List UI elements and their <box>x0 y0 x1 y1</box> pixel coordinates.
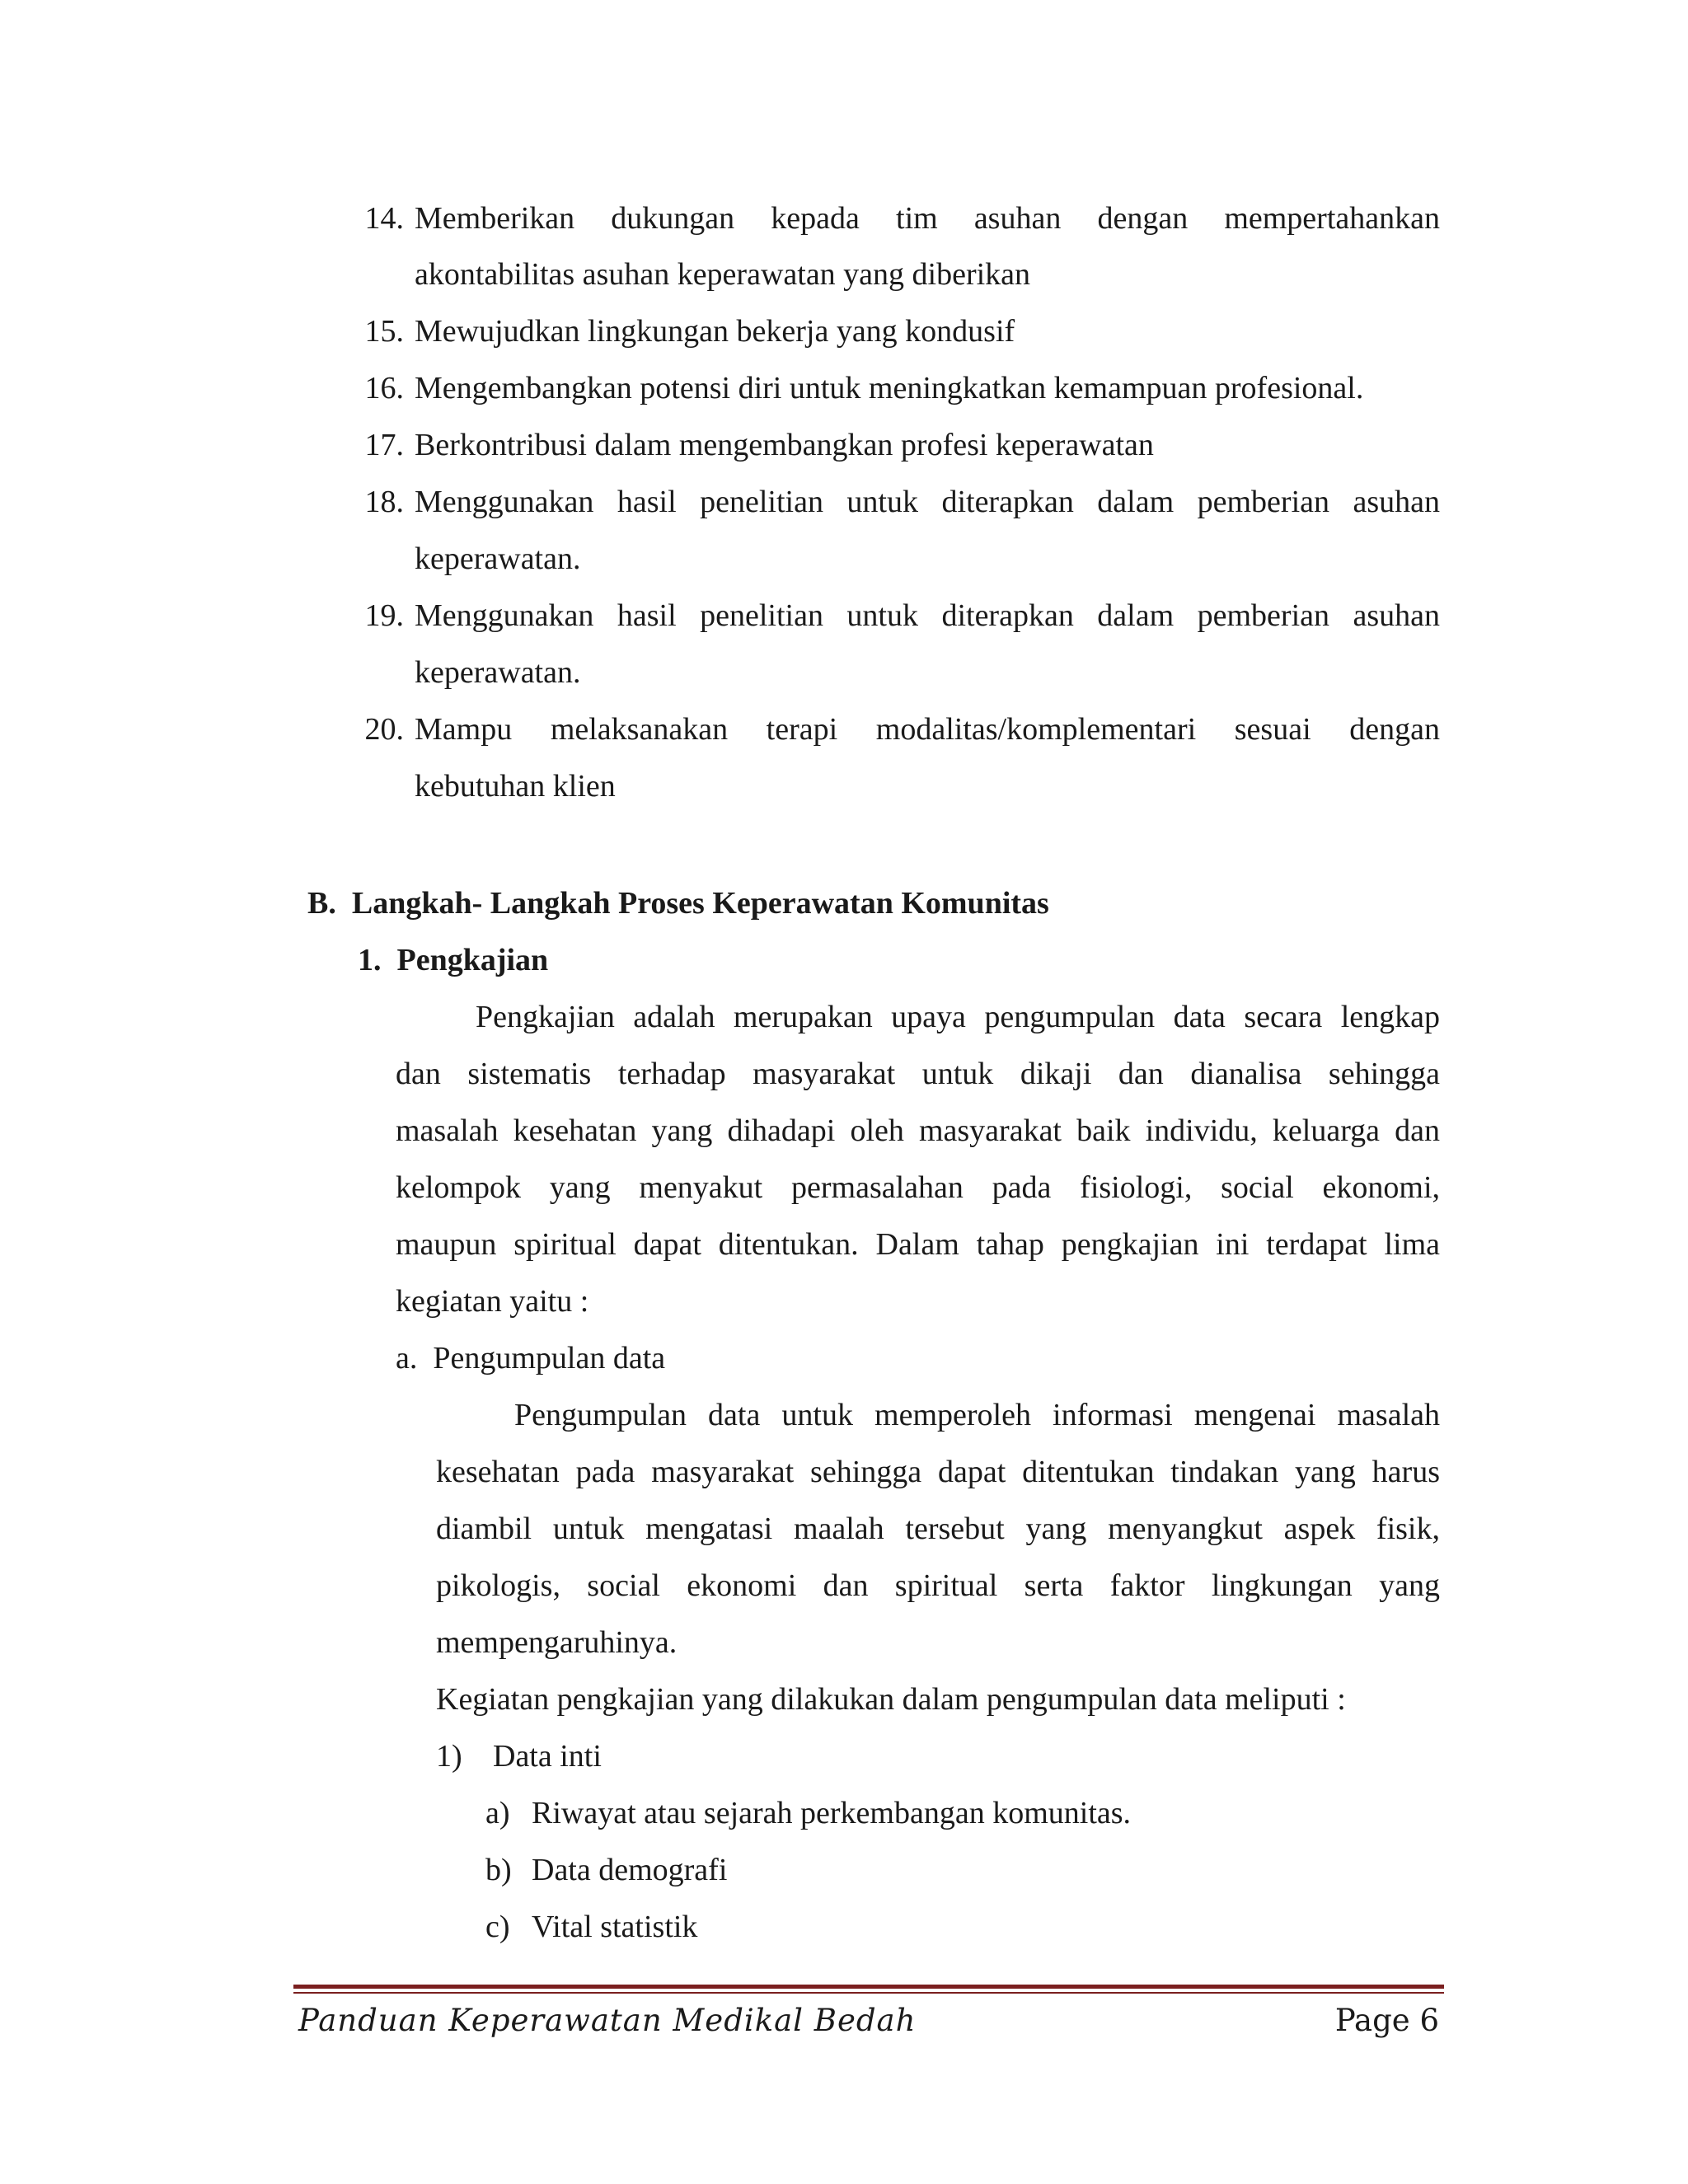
footer-rule-thin <box>293 1992 1444 1994</box>
paragraph-line: kelompok yang menyakut permasalahan pada fisiologi, social ekonomi, <box>396 1170 1440 1205</box>
sublist-letter: b) <box>485 1853 512 1887</box>
paragraph-line: masalah kesehatan yang dihadapi oleh masyarakat baik individu, keluarga dan <box>396 1113 1440 1148</box>
section-heading: B. Langkah- Langkah Proses Keperawatan Komunitas <box>307 886 1049 921</box>
list-number: 19. <box>364 598 404 633</box>
paragraph-line: diambil untuk mengatasi maalah tersebut yang menyangkut aspek fisik, <box>436 1511 1440 1546</box>
list-item-text: Menggunakan hasil penelitian untuk diterapkan dalam pemberian asuhan <box>415 598 1440 633</box>
footer-rule-thick <box>293 1985 1444 1989</box>
subsection-a-heading: a. Pengumpulan data <box>396 1341 666 1376</box>
list-item-text: Memberikan dukungan kepada tim asuhan dengan mempertahankan <box>415 201 1440 236</box>
list-item-text: Mengembangkan potensi diri untuk meningkatkan kemampuan profesional. <box>415 371 1364 405</box>
subsection-heading: 1. Pengkajian <box>358 943 549 977</box>
list-number: 20. <box>364 712 404 747</box>
page-number: Page 6 <box>1334 2003 1439 2038</box>
sublist-letter: a) <box>485 1796 510 1830</box>
footer-title: Panduan Keperawatan Medikal Bedah <box>298 2003 917 2038</box>
sublist-letter: c) <box>485 1910 510 1944</box>
list-item-text: kebutuhan klien <box>415 769 616 804</box>
paragraph-line: mempengaruhinya. <box>436 1625 678 1660</box>
list-item-text: keperawatan. <box>415 541 581 576</box>
list-item-text: Mampu melaksanakan terapi modalitas/komplementari sesuai dengan <box>415 712 1440 747</box>
list-number: 16. <box>364 371 404 405</box>
paragraph-line: pikologis, social ekonomi dan spiritual serta faktor lingkungan yang <box>436 1568 1440 1603</box>
sublist-text: Riwayat atau sejarah perkembangan komunitas. <box>532 1796 1132 1830</box>
paragraph-kegiatan: Kegiatan pengkajian yang dilakukan dalam pengumpulan data meliputi : <box>436 1682 1346 1717</box>
data-inti-label: Data inti <box>493 1739 602 1774</box>
list-item-text: Mewujudkan lingkungan bekerja yang kondusif <box>415 314 1015 349</box>
paragraph-line: kegiatan yaitu : <box>396 1284 589 1319</box>
paragraph-line: kesehatan pada masyarakat sehingga dapat ditentukan tindakan yang harus <box>436 1455 1440 1489</box>
list-number: 18. <box>364 485 404 519</box>
paragraph-line: maupun spiritual dapat ditentukan. Dalam tahap pengkajian ini terdapat lima <box>396 1227 1440 1262</box>
list-item-text: Berkontribusi dalam mengembangkan profesi keperawatan <box>415 428 1154 462</box>
sublist-text: Data demografi <box>532 1853 728 1887</box>
list-item-text: keperawatan. <box>415 655 581 690</box>
list-number: 17. <box>364 428 404 462</box>
list-number: 15. <box>364 314 404 349</box>
data-inti-number: 1) <box>436 1739 462 1774</box>
paragraph-line: Pengkajian adalah merupakan upaya pengumpulan data secara lengkap <box>476 1000 1440 1034</box>
list-item-text: Menggunakan hasil penelitian untuk diterapkan dalam pemberian asuhan <box>415 485 1440 519</box>
paragraph-line: dan sistematis terhadap masyarakat untuk dikaji dan dianalisa sehingga <box>396 1057 1440 1091</box>
sublist-text: Vital statistik <box>532 1910 698 1944</box>
list-number: 14. <box>364 201 404 236</box>
paragraph-line: Pengumpulan data untuk memperoleh informasi mengenai masalah <box>514 1398 1440 1432</box>
list-item-text: akontabilitas asuhan keperawatan yang diberikan <box>415 257 1031 292</box>
